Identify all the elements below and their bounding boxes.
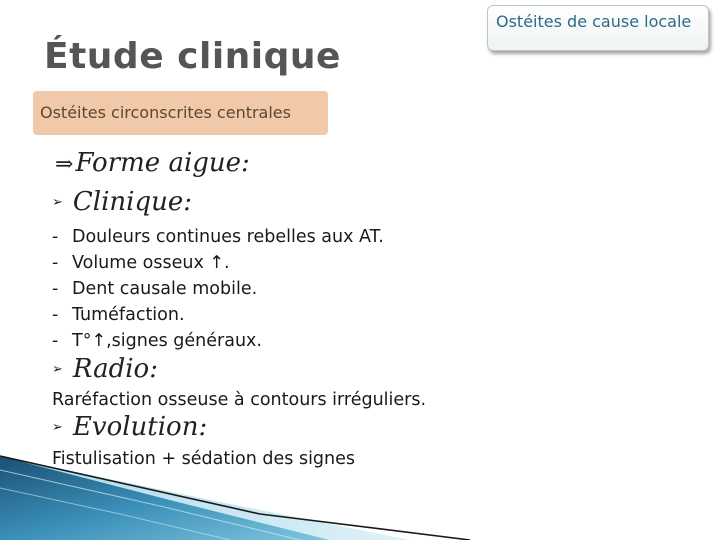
list-item-text: T°↑,signes généraux. <box>72 331 262 351</box>
radio-heading-text: Radio: <box>72 354 158 384</box>
decorative-swoosh <box>0 440 720 540</box>
list-item <box>52 253 230 273</box>
radio-heading <box>52 354 158 384</box>
form-heading-text: Forme aigue: <box>75 148 250 178</box>
corner-callout-label: Ostéites de cause locale <box>496 12 692 31</box>
list-item-text: Volume osseux ↑. <box>72 253 230 273</box>
double-arrow-right-icon: ⇒ <box>55 152 74 177</box>
list-item <box>52 279 257 299</box>
list-dash: - <box>52 227 59 247</box>
arrowhead-bullet-icon: ➢ <box>52 362 63 377</box>
list-item <box>52 227 384 247</box>
arrowhead-bullet-icon: ➢ <box>52 420 63 435</box>
list-item <box>52 305 185 325</box>
evolution-heading <box>52 412 207 442</box>
clinique-heading <box>52 187 192 217</box>
list-dash: - <box>52 331 59 351</box>
radio-text: Raréfaction osseuse à contours irréguliers. <box>52 390 427 410</box>
list-item-text: Tuméfaction. <box>72 305 185 325</box>
list-dash: - <box>52 279 59 299</box>
list-dash: - <box>52 305 59 325</box>
list-item-text: Douleurs continues rebelles aux AT. <box>72 227 384 247</box>
form-heading <box>55 148 250 178</box>
list-item <box>52 331 262 351</box>
evolution-heading-text: Evolution: <box>72 412 208 442</box>
arrowhead-bullet-icon: ➢ <box>52 195 63 210</box>
evolution-text: Fistulisation + sédation des signes <box>52 449 356 469</box>
list-dash: - <box>52 253 59 273</box>
subtitle: Ostéites circonscrites centrales <box>40 103 291 122</box>
page-title: Étude clinique <box>44 36 341 77</box>
clinique-heading-text: Clinique: <box>72 187 193 217</box>
list-item-text: Dent causale mobile. <box>72 279 258 299</box>
